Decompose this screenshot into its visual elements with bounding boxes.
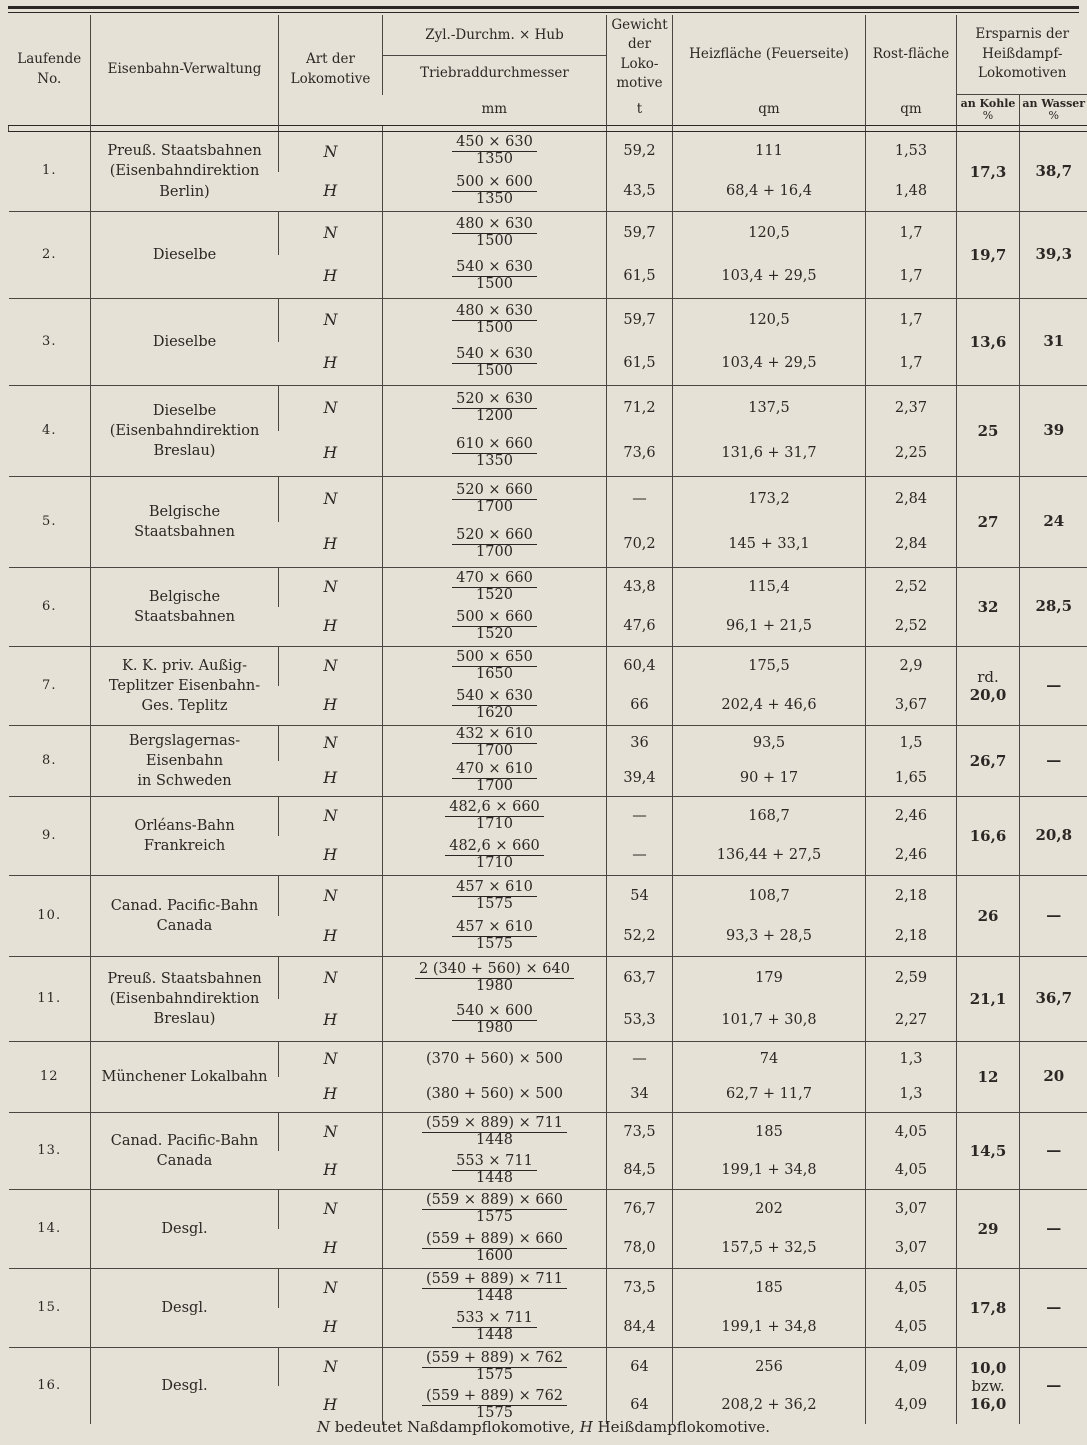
footnote	[0, 1418, 1087, 1436]
rostflaeche: 4,05	[866, 1113, 957, 1152]
ersparnis-kohle: 25	[957, 386, 1020, 477]
table-body	[9, 132, 1087, 1425]
row-number: 5.	[9, 477, 91, 568]
rostflaeche: 1,48	[866, 172, 957, 212]
heizflaeche: 93,3 + 28,5	[673, 916, 866, 957]
gewicht: 52,2	[607, 916, 673, 957]
lok-art: H	[279, 431, 383, 477]
ersparnis-kohle: 17,8	[957, 1269, 1020, 1348]
row-number: 1.	[9, 132, 91, 212]
zylinder-hub: $\frac{470 \times 610}{1700}$	[383, 761, 607, 797]
ersparnis-wasser: 20,8	[1020, 797, 1087, 876]
header-rost: Rost-fläche	[866, 15, 957, 95]
heizflaeche: 96,1 + 21,5	[673, 607, 866, 647]
header-verwaltung: Eisenbahn-Verwaltung	[91, 15, 279, 126]
heizflaeche: 120,5	[673, 299, 866, 343]
row-number: 11.	[9, 957, 91, 1042]
gewicht: 64	[607, 1348, 673, 1387]
heizflaeche: 68,4 + 16,4	[673, 172, 866, 212]
ersparnis-wasser: 36,7	[1020, 957, 1087, 1042]
gewicht: 73,6	[607, 431, 673, 477]
ersparnis-wasser: 20	[1020, 1042, 1087, 1113]
row-number: 13.	[9, 1113, 91, 1190]
gewicht: 84,5	[607, 1151, 673, 1190]
lok-art: H	[279, 1151, 383, 1190]
lok-art: N	[279, 132, 383, 172]
heizflaeche: 62,7 + 11,7	[673, 1077, 866, 1113]
heizflaeche: 115,4	[673, 568, 866, 608]
lok-art: N	[279, 957, 383, 1000]
zylinder-hub: $\frac{470 \times 660}{1520}$	[383, 568, 607, 608]
ersparnis-kohle: 26	[957, 876, 1020, 957]
row-number: 14.	[9, 1190, 91, 1269]
locomotive-table	[8, 15, 1087, 1424]
gewicht: 43,5	[607, 172, 673, 212]
heizflaeche: 168,7	[673, 797, 866, 837]
lok-art: H	[279, 172, 383, 212]
zylinder-hub: $\frac{(559 + 889) \times 762}{1575}$	[383, 1348, 607, 1387]
heizflaeche: 74	[673, 1042, 866, 1078]
header-ersparnis-text: Ersparnis der Heißdampf-Lokomotiven	[975, 26, 1070, 82]
table-row	[9, 132, 1087, 172]
zylinder-hub: $\frac{500 \times 600}{1350}$	[383, 172, 607, 212]
gewicht: 73,5	[607, 1269, 673, 1309]
lok-art: H	[279, 836, 383, 876]
rostflaeche: 4,09	[866, 1348, 957, 1387]
header-lfd: Laufende No.	[17, 51, 82, 87]
ersparnis-wasser: 28,5	[1020, 568, 1087, 647]
heizflaeche: 145 + 33,1	[673, 522, 866, 568]
heizflaeche: 137,5	[673, 386, 866, 432]
rostflaeche: 2,59	[866, 957, 957, 1000]
gewicht: 39,4	[607, 761, 673, 797]
heizflaeche: 185	[673, 1113, 866, 1152]
gewicht: 43,8	[607, 568, 673, 608]
header-zyl	[383, 15, 607, 95]
ersparnis-kohle: 19,7	[957, 212, 1020, 299]
rostflaeche: 2,25	[866, 431, 957, 477]
zylinder-hub: $\frac{457 \times 610}{1575}$	[383, 916, 607, 957]
zylinder-hub: $\frac{480 \times 630}{1500}$	[383, 299, 607, 343]
table-row	[9, 1113, 1087, 1152]
gewicht: 71,2	[607, 386, 673, 432]
rostflaeche: 1,3	[866, 1042, 957, 1078]
lok-art: N	[279, 1042, 383, 1078]
gewicht: 36	[607, 726, 673, 762]
lok-art: H	[279, 686, 383, 726]
table-row	[9, 726, 1087, 762]
rostflaeche: 2,18	[866, 876, 957, 917]
ersparnis-kohle: 29	[957, 1190, 1020, 1269]
eisenbahn-verwaltung: Belgische Staatsbahnen	[91, 568, 279, 647]
gewicht: —	[607, 797, 673, 837]
gewicht: 84,4	[607, 1308, 673, 1348]
gewicht: 59,7	[607, 212, 673, 256]
ersparnis-kohle: 13,6	[957, 299, 1020, 386]
table-row	[9, 1042, 1087, 1078]
lok-art: H	[279, 999, 383, 1042]
lok-art: H	[279, 916, 383, 957]
eisenbahn-verwaltung: Orléans-Bahn Frankreich	[91, 797, 279, 876]
eisenbahn-verwaltung: Canad. Pacific-Bahn Canada	[91, 876, 279, 957]
rostflaeche: 3,07	[866, 1190, 957, 1230]
unit-qm-rost: qm	[866, 95, 957, 126]
header-wasser: an Wasser %	[1020, 95, 1087, 126]
zylinder-hub: $\frac{480 \times 630}{1500}$	[383, 212, 607, 256]
gewicht: 73,5	[607, 1113, 673, 1152]
row-number: 7.	[9, 647, 91, 726]
lok-art: H	[279, 255, 383, 299]
ersparnis-kohle: 21,1	[957, 957, 1020, 1042]
eisenbahn-verwaltung: Dieselbe (Eisenbahndirektion Breslau)	[91, 386, 279, 477]
rostflaeche: 2,46	[866, 836, 957, 876]
table-row	[9, 386, 1087, 432]
eisenbahn-verwaltung: Bergslagernas-Eisenbahn in Schweden	[91, 726, 279, 797]
lok-art: H	[323, 1394, 338, 1414]
ersparnis-wasser: —	[1020, 726, 1087, 797]
heizflaeche: 131,6 + 31,7	[673, 431, 866, 477]
table-row	[9, 568, 1087, 608]
lok-art: H	[279, 522, 383, 568]
zylinder-hub: $\frac{482,6 \times 660}{1710}$	[383, 836, 607, 876]
lok-art: N	[279, 1113, 383, 1152]
heizflaeche: 93,5	[673, 726, 866, 762]
heizflaeche: 202,4 + 46,6	[673, 686, 866, 726]
ersparnis-kohle: 26,7	[957, 726, 1020, 797]
rostflaeche: 1,65	[866, 761, 957, 797]
heizflaeche: 175,5	[673, 647, 866, 687]
ersparnis-wasser: —	[1020, 1348, 1087, 1425]
zylinder-hub: $\frac{450 \times 630}{1350}$	[383, 132, 607, 172]
ersparnis-kohle: 27	[957, 477, 1020, 568]
ersparnis-kohle: rd. 20,0	[957, 647, 1020, 726]
row-number: 16.	[37, 1377, 62, 1393]
rostflaeche: 4,05	[866, 1269, 957, 1309]
lok-art: N	[279, 647, 383, 687]
zylinder-hub: $\frac{(559 + 889) \times 762}{1575}$	[383, 1386, 607, 1424]
footnote-n: N	[316, 1418, 331, 1436]
table-row	[9, 477, 1087, 523]
header-heiz: Heizfläche (Feuerseite)	[673, 15, 866, 95]
ersparnis-kohle: 32	[957, 568, 1020, 647]
lok-art: N	[279, 797, 383, 837]
lok-art: N	[279, 1269, 383, 1309]
heizflaeche: 120,5	[673, 212, 866, 256]
heizflaeche: 185	[673, 1269, 866, 1309]
rostflaeche: 3,07	[866, 1229, 957, 1269]
ersparnis-wasser: 24	[1020, 477, 1087, 568]
ersparnis-wasser: 39	[1020, 386, 1087, 477]
gewicht: 47,6	[607, 607, 673, 647]
gewicht: 59,2	[607, 132, 673, 172]
lok-art: H	[279, 1077, 383, 1113]
lok-art: N	[279, 1348, 383, 1387]
zylinder-hub: $\frac{(559 + 889) \times 660}{1600}$	[383, 1229, 607, 1269]
lok-art: H	[279, 607, 383, 647]
table-row	[9, 1269, 1087, 1309]
rostflaeche: 2,18	[866, 916, 957, 957]
eisenbahn-verwaltung: Desgl.	[91, 1348, 279, 1425]
rostflaeche: 3,67	[866, 686, 957, 726]
lok-art: H	[279, 342, 383, 386]
lok-art: H	[279, 1229, 383, 1269]
lok-art: N	[279, 477, 383, 523]
zylinder-hub: $\frac{457 \times 610}{1575}$	[383, 876, 607, 917]
zylinder-hub: $\frac{500 \times 650}{1650}$	[383, 647, 607, 687]
zylinder-hub: $\frac{432 \times 610}{1700}$	[383, 726, 607, 762]
ersparnis-wasser: —	[1020, 647, 1087, 726]
eisenbahn-verwaltung: Desgl.	[91, 1269, 279, 1348]
rostflaeche: 4,05	[866, 1308, 957, 1348]
row-number: 4.	[9, 386, 91, 477]
zylinder-hub: $\frac{610 \times 660}{1350}$	[383, 431, 607, 477]
lok-art: N	[279, 568, 383, 608]
rostflaeche: 1,7	[866, 299, 957, 343]
eisenbahn-verwaltung: Canad. Pacific-Bahn Canada	[91, 1113, 279, 1190]
zylinder-hub: $\frac{540 \times 630}{1500}$	[383, 255, 607, 299]
zylinder-hub: $\frac{520 \times 660}{1700}$	[383, 477, 607, 523]
lok-art: N	[279, 726, 383, 762]
zylinder-hub: $\frac{520 \times 660}{1700}$	[383, 522, 607, 568]
eisenbahn-verwaltung: Dieselbe	[91, 212, 279, 299]
zylinder-hub: $\frac{540 \times 630}{1500}$	[383, 342, 607, 386]
row-number: 6.	[9, 568, 91, 647]
heizflaeche: 90 + 17	[673, 761, 866, 797]
gewicht: 63,7	[607, 957, 673, 1000]
top-rule	[8, 6, 1079, 9]
rostflaeche: 1,53	[866, 132, 957, 172]
unit-t: t	[607, 95, 673, 126]
zylinder-hub: $\frac{500 \times 660}{1520}$	[383, 607, 607, 647]
gewicht: 64	[607, 1386, 673, 1424]
unit-qm: qm	[673, 95, 866, 126]
table-row	[9, 647, 1087, 687]
row-number: 9.	[9, 797, 91, 876]
table-row	[9, 797, 1087, 837]
rostflaeche: 2,84	[866, 477, 957, 523]
ersparnis-wasser: —	[1020, 1113, 1087, 1190]
gewicht: 59,7	[607, 299, 673, 343]
rostflaeche: 2,27	[866, 999, 957, 1042]
zylinder-hub: $\frac{540 \times 600}{1980}$	[383, 999, 607, 1042]
lok-art: H	[279, 1308, 383, 1348]
rostflaeche: 1,5	[866, 726, 957, 762]
zylinder-hub: $\frac{(559 \times 889) \times 711}{1448}$	[383, 1113, 607, 1152]
gewicht: —	[607, 836, 673, 876]
gewicht: 61,5	[607, 342, 673, 386]
header-art: Art der Lokomotive	[279, 15, 383, 126]
gewicht: 54	[607, 876, 673, 917]
ersparnis-kohle: 14,5	[957, 1113, 1020, 1190]
heizflaeche: 208,2 + 36,2	[673, 1386, 866, 1424]
footnote-h: H	[579, 1418, 593, 1436]
rostflaeche: 4,05	[866, 1151, 957, 1190]
table-row	[9, 1348, 1087, 1387]
gewicht: —	[607, 477, 673, 523]
heizflaeche: 202	[673, 1190, 866, 1230]
lok-art: N	[279, 876, 383, 917]
heizflaeche: 199,1 + 34,8	[673, 1151, 866, 1190]
row-number: 12	[9, 1042, 91, 1113]
zylinder-hub: $\frac{2 (340 + 560) \times 640}{1980}$	[383, 957, 607, 1000]
rostflaeche: 2,84	[866, 522, 957, 568]
gewicht: 34	[607, 1077, 673, 1113]
zylinder-hub: $\frac{533 \times 711}{1448}$	[383, 1308, 607, 1348]
heizflaeche: 179	[673, 957, 866, 1000]
zylinder-hub: (370 + 560) × 500	[383, 1042, 607, 1078]
heizflaeche: 256	[673, 1348, 866, 1387]
lok-art: N	[279, 1190, 383, 1230]
ersparnis-wasser: —	[1020, 1269, 1087, 1348]
eisenbahn-verwaltung: Münchener Lokalbahn	[91, 1042, 279, 1113]
gewicht: 76,7	[607, 1190, 673, 1230]
unit-mm: mm	[481, 100, 508, 117]
ersparnis-wasser: 39,3	[1020, 212, 1087, 299]
row-number: 3.	[9, 299, 91, 386]
lok-art: N	[279, 212, 383, 256]
ersparnis-wasser: —	[1020, 1190, 1087, 1269]
rostflaeche: 1,7	[866, 255, 957, 299]
lok-art: H	[279, 761, 383, 797]
gewicht: 61,5	[607, 255, 673, 299]
zylinder-hub: $\frac{520 \times 630}{1200}$	[383, 386, 607, 432]
header-ersparnis	[957, 15, 1087, 95]
gewicht: —	[607, 1042, 673, 1078]
footnote-h-text: Heißdampflokomotive.	[592, 1418, 771, 1436]
rostflaeche: 2,52	[866, 568, 957, 608]
zylinder-hub: $\frac{553 \times 711}{1448}$	[383, 1151, 607, 1190]
rostflaeche: 1,7	[866, 342, 957, 386]
table-row	[9, 299, 1087, 343]
zylinder-hub: $\frac{540 \times 630}{1620}$	[383, 686, 607, 726]
heizflaeche: 101,7 + 30,8	[673, 999, 866, 1042]
row-number: 8.	[9, 726, 91, 797]
rostflaeche: 2,9	[866, 647, 957, 687]
header-kohle: an Kohle %	[957, 95, 1020, 126]
row-number: 15.	[9, 1269, 91, 1348]
heizflaeche: 199,1 + 34,8	[673, 1308, 866, 1348]
zylinder-hub: $\frac{482,6 \times 660}{1710}$	[383, 797, 607, 837]
heizflaeche: 103,4 + 29,5	[673, 342, 866, 386]
lok-art: N	[279, 299, 383, 343]
rostflaeche: 4,09	[866, 1386, 957, 1424]
zylinder-hub: (380 + 560) × 500	[383, 1077, 607, 1113]
heizflaeche: 173,2	[673, 477, 866, 523]
ersparnis-wasser: 38,7	[1020, 132, 1087, 212]
gewicht: 66	[607, 686, 673, 726]
ersparnis-kohle: 10,0 bzw. 16,0	[957, 1348, 1020, 1425]
eisenbahn-verwaltung: Belgische Staatsbahnen	[91, 477, 279, 568]
gewicht: 70,2	[607, 522, 673, 568]
table-row	[9, 1190, 1087, 1230]
heizflaeche: 108,7	[673, 876, 866, 917]
table-row	[9, 957, 1087, 1000]
rostflaeche: 2,52	[866, 607, 957, 647]
zylinder-hub: $\frac{(559 + 889) \times 711}{1448}$	[383, 1269, 607, 1309]
table-row	[9, 212, 1087, 256]
heizflaeche: 111	[673, 132, 866, 172]
eisenbahn-verwaltung: Preuß. Staatsbahnen (Eisenbahndirektion Breslau)	[91, 957, 279, 1042]
eisenbahn-verwaltung: Dieselbe	[91, 299, 279, 386]
header-trieb: Triebraddurchmesser	[420, 65, 569, 82]
ersparnis-kohle: 12	[957, 1042, 1020, 1113]
zylinder-hub: $\frac{(559 \times 889) \times 660}{1575}$	[383, 1190, 607, 1230]
table-row	[9, 876, 1087, 917]
ersparnis-wasser: —	[1020, 876, 1087, 957]
header-gewicht: Gewicht der Loko-motive	[607, 15, 673, 95]
footnote-n-text: bedeutet Naßdampflokomotive,	[330, 1418, 580, 1436]
eisenbahn-verwaltung: Desgl.	[91, 1190, 279, 1269]
ersparnis-kohle: 17,3	[957, 132, 1020, 212]
row-number: 2.	[9, 212, 91, 299]
ersparnis-kohle: 16,6	[957, 797, 1020, 876]
gewicht: 53,3	[607, 999, 673, 1042]
rostflaeche: 1,7	[866, 212, 957, 256]
row-number: 10.	[9, 876, 91, 957]
heizflaeche: 157,5 + 32,5	[673, 1229, 866, 1269]
heizflaeche: 103,4 + 29,5	[673, 255, 866, 299]
rostflaeche: 1,3	[866, 1077, 957, 1113]
eisenbahn-verwaltung: Preuß. Staatsbahnen (Eisenbahndirektion Berlin)	[91, 132, 279, 212]
gewicht: 60,4	[607, 647, 673, 687]
lok-art: N	[279, 386, 383, 432]
eisenbahn-verwaltung: K. K. priv. Außig- Teplitzer Eisenbahn- Ges. Teplitz	[91, 647, 279, 726]
gewicht: 78,0	[607, 1229, 673, 1269]
rostflaeche: 2,37	[866, 386, 957, 432]
ersparnis-wasser: 31	[1020, 299, 1087, 386]
heizflaeche: 136,44 + 27,5	[673, 836, 866, 876]
rostflaeche: 2,46	[866, 797, 957, 837]
top-rule-thin	[8, 12, 1079, 13]
header-zyl-top: Zyl.-Durchm. × Hub	[382, 26, 607, 57]
